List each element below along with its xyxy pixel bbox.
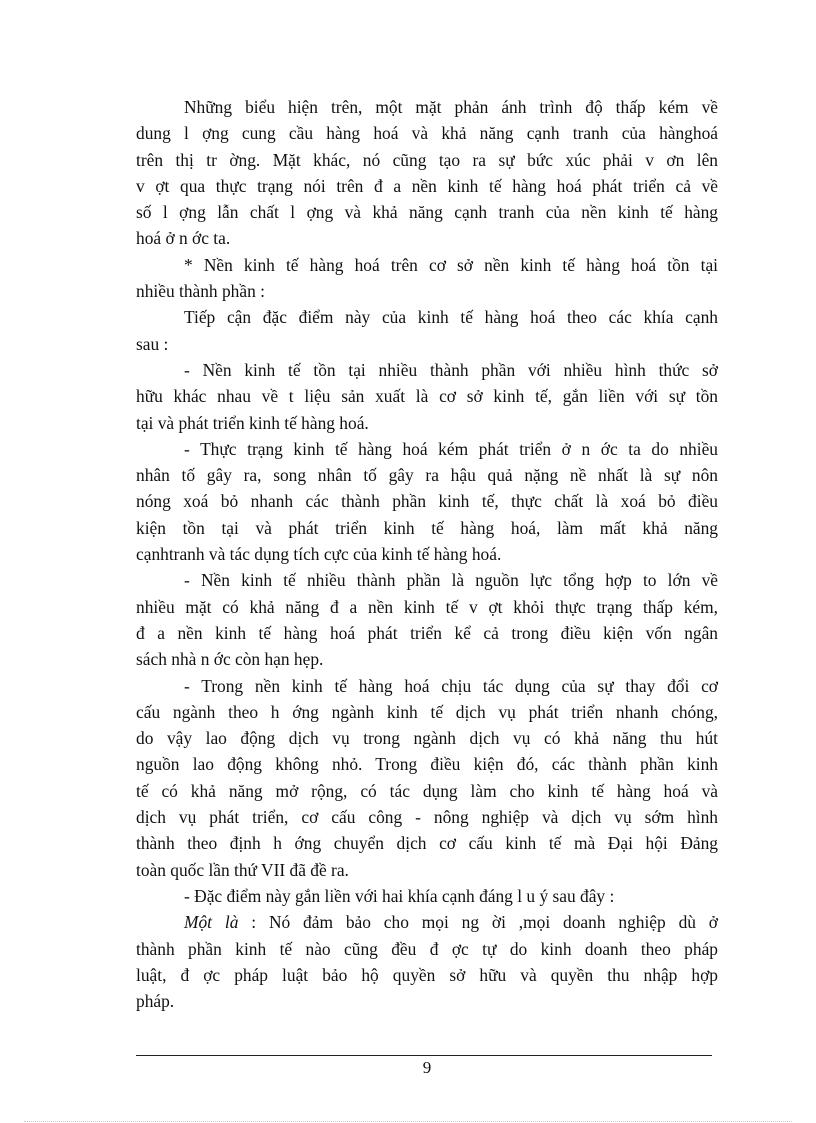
line-text: do vậy lao động dịch vụ trong ngành dịch vụ có khả năng thu hút xyxy=(136,728,718,749)
text-line xyxy=(136,620,718,646)
text-line xyxy=(136,383,718,409)
line-text: luật, đ ợc pháp luật bảo hộ quyền sở hữu và quyền thu nhập hợp xyxy=(136,964,718,985)
paragraph xyxy=(136,673,718,883)
line-text: nhiều mặt có khả năng đ a nền kinh tế v ợt khỏi thực trạng thấp kém, xyxy=(136,596,718,617)
line-text: sau : xyxy=(136,333,169,354)
italic-lead: Một là xyxy=(184,912,239,933)
text-line xyxy=(136,436,718,462)
paragraph xyxy=(136,883,718,909)
text-line xyxy=(136,567,718,593)
text-line xyxy=(136,120,718,146)
text-line xyxy=(136,751,718,777)
line-text: dịch vụ phát triển, cơ cấu công - nông nghiệp và dịch vụ sớm hình xyxy=(136,807,718,828)
text-line xyxy=(136,488,718,514)
line-text: * Nền kinh tế hàng hoá trên cơ sở nền kinh tế hàng hoá tồn tại xyxy=(184,254,718,275)
line-text: Tiếp cận đặc điểm này của kinh tế hàng hoá theo các khía cạnh xyxy=(184,307,718,328)
line-text: Những biểu hiện trên, một mặt phản ánh trình độ thấp kém về xyxy=(184,97,718,117)
line-text: - Nền kinh tế nhiều thành phần là nguồn lực tổng hợp to lớn về xyxy=(184,570,718,591)
text-line xyxy=(136,962,718,988)
text-line xyxy=(136,331,718,357)
text-line xyxy=(136,883,718,909)
line-text: - Trong nền kinh tế hàng hoá chịu tác dụng của sự thay đổi cơ xyxy=(184,675,718,696)
text-line xyxy=(136,725,718,751)
line-text: hữu khác nhau về t liệu sản xuất là cơ sở kinh tế, gắn liền với sự tồn xyxy=(136,386,718,407)
text-line xyxy=(136,94,718,120)
line-text: pháp. xyxy=(136,991,175,1012)
text-line xyxy=(136,147,718,173)
text-line xyxy=(136,225,718,251)
line-text: v ợt qua thực trạng nói trên đ a nền kinh tế hàng hoá phát triển cả về xyxy=(136,175,718,196)
text-line xyxy=(136,252,718,278)
page-number: 9 xyxy=(422,1058,432,1077)
line-text: đ a nền kinh tế hàng hoá phát triển kể cả trong điều kiện vốn ngân xyxy=(136,622,718,643)
page-bottom-border xyxy=(24,1121,792,1122)
paragraph xyxy=(136,357,718,436)
text-line xyxy=(136,646,718,672)
line-text: nhiều thành phần : xyxy=(136,281,265,302)
line-text: thành theo định h ớng chuyển dịch cơ cấu kinh tế mà Đại hội Đảng xyxy=(136,833,718,854)
text-line xyxy=(136,278,718,304)
body-text xyxy=(136,94,718,1014)
line-text: toàn quốc lần thứ VII đã đề ra. xyxy=(136,859,349,880)
line-text: - Đặc điểm này gắn liền với hai khía cạnh đáng l u ý sau đây : xyxy=(184,885,615,906)
text-line xyxy=(136,857,718,883)
paragraph xyxy=(136,304,718,357)
text-line xyxy=(136,199,718,225)
text-line xyxy=(136,541,718,567)
line-text: kiện tồn tại và phát triển kinh tế hàng hoá, làm mất khả năng xyxy=(136,517,718,538)
text-line xyxy=(136,988,718,1014)
text-line xyxy=(136,699,718,725)
paragraph xyxy=(136,436,718,567)
line-text: - Thực trạng kinh tế hàng hoá kém phát triển ở n ớc ta do nhiều xyxy=(184,438,718,459)
text-line xyxy=(136,304,718,330)
text-line xyxy=(136,462,718,488)
line-text: tại và phát triển kinh tế hàng hoá. xyxy=(136,412,369,433)
line-text: - Nền kinh tế tồn tại nhiều thành phần với nhiều hình thức sở xyxy=(184,359,718,380)
paragraph xyxy=(136,909,718,1014)
text-line xyxy=(136,410,718,436)
line-text: số l ợng lẫn chất l ợng và khả năng cạnh tranh của nền kinh tế hàng xyxy=(136,202,718,223)
line-text: : Nó đảm bảo cho mọi ng ời ,mọi doanh nghiệp dù ở xyxy=(238,912,719,933)
line-text: nguồn lao động không nhỏ. Trong điều kiện đó, các thành phần kinh xyxy=(136,754,718,775)
text-line xyxy=(136,594,718,620)
line-text: cấu ngành theo h ớng ngành kinh tế dịch vụ phát triển nhanh chóng, xyxy=(136,701,718,722)
text-line xyxy=(136,357,718,383)
text-line xyxy=(136,936,718,962)
text-line xyxy=(136,173,718,199)
text-line xyxy=(136,515,718,541)
paragraph xyxy=(136,252,718,305)
line-text: trên thị tr ờng. Mặt khác, nó cũng tạo ra sự bức xúc phải v ơn lên xyxy=(136,149,718,170)
paragraph xyxy=(136,94,718,252)
paragraph xyxy=(136,567,718,672)
text-line xyxy=(136,778,718,804)
text-line xyxy=(136,830,718,856)
line-text: sách nhà n ớc còn hạn hẹp. xyxy=(136,649,324,670)
line-text: thành phần kinh tế nào cũng đều đ ợc tự do kinh doanh theo pháp xyxy=(136,938,718,959)
footer-rule xyxy=(136,1055,712,1056)
line-text: hoá ở n ớc ta. xyxy=(136,228,231,249)
line-text: nhân tố gây ra, song nhân tố gây ra hậu quả nặng nề nhất là sự nôn xyxy=(136,465,718,486)
line-text: dung l ợng cung cầu hàng hoá và khả năng cạnh tranh của hànghoá xyxy=(136,123,718,144)
text-line xyxy=(136,804,718,830)
text-line xyxy=(136,673,718,699)
text-line xyxy=(136,909,718,935)
line-text: nóng xoá bỏ nhanh các thành phần kinh tế, thực chất là xoá bỏ điều xyxy=(136,491,718,512)
line-text: tế có khả năng mở rộng, có tác dụng làm cho kinh tế hàng hoá và xyxy=(136,780,718,801)
line-text: cạnhtranh và tác dụng tích cực của kinh tế hàng hoá. xyxy=(136,544,502,565)
